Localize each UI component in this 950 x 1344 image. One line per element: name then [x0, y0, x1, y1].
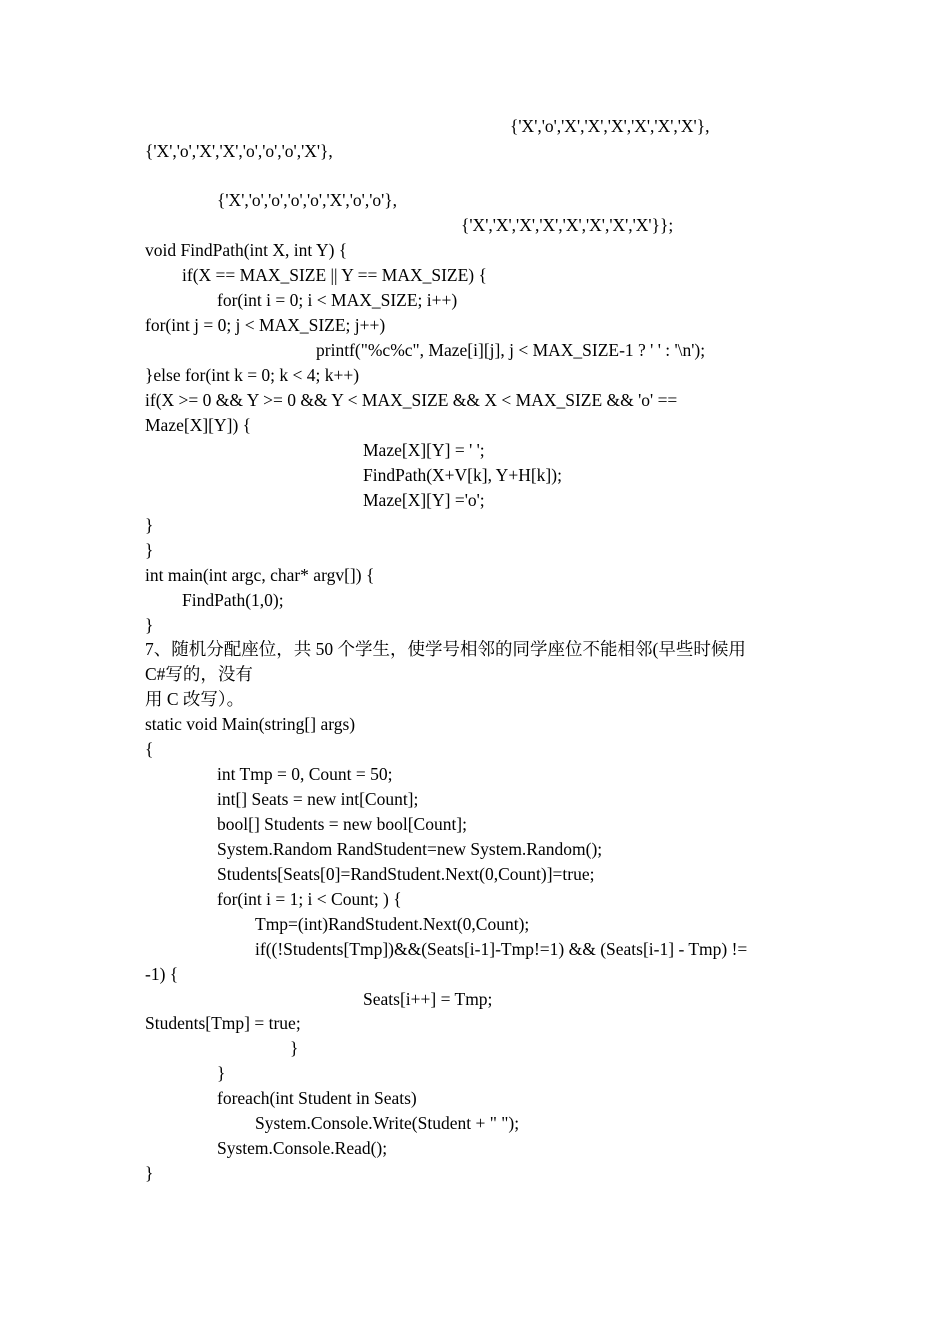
code-line: Students[Seats[0]=RandStudent.Next(0,Count)]=true;: [217, 864, 595, 884]
code-line: if(X == MAX_SIZE || Y == MAX_SIZE) {: [182, 265, 487, 285]
code-line: }: [290, 1038, 299, 1058]
code-line: }: [145, 1163, 154, 1183]
code-line: printf("%c%c", Maze[i][j], j < MAX_SIZE-1 ? ' ' : '\n');: [316, 340, 706, 360]
code-line: Tmp=(int)RandStudent.Next(0,Count);: [255, 914, 530, 934]
code-line: if(X >= 0 && Y >= 0 && Y < MAX_SIZE && X < MAX_SIZE && 'o' ==: [145, 390, 678, 410]
code-line: System.Console.Write(Student + " ");: [255, 1113, 520, 1133]
code-line: for(int i = 1; i < Count; ) {: [217, 889, 402, 909]
code-line: bool[] Students = new bool[Count];: [217, 814, 467, 834]
code-line: }: [145, 515, 154, 535]
section-heading-continued: 用 C 改写）。: [145, 689, 245, 709]
code-line: int Tmp = 0, Count = 50;: [217, 764, 393, 784]
code-line: }: [145, 540, 154, 560]
code-line: foreach(int Student in Seats): [217, 1088, 417, 1108]
code-line: System.Random RandStudent=new System.Random();: [217, 839, 603, 859]
code-line: Maze[X][Y] ='o';: [363, 490, 485, 510]
code-line: void FindPath(int X, int Y) {: [145, 240, 348, 260]
code-line: FindPath(X+V[k], Y+H[k]);: [363, 465, 562, 485]
code-line: }: [145, 615, 154, 635]
code-line: FindPath(1,0);: [182, 590, 284, 610]
code-line: }: [217, 1063, 226, 1083]
code-line: Students[Tmp] = true;: [145, 1013, 301, 1033]
code-line: Maze[X][Y]) {: [145, 415, 252, 435]
section-heading: 7、随机分配座位，共 50 个学生，使学号相邻的同学座位不能相邻(早些时候用: [145, 639, 746, 659]
code-line: }else for(int k = 0; k < 4; k++): [145, 365, 360, 385]
code-line: static void Main(string[] args): [145, 714, 356, 734]
code-line: for(int j = 0; j < MAX_SIZE; j++): [145, 315, 386, 335]
code-line: {'X','o','X','X','o','o','o','X'},: [145, 141, 333, 161]
code-line: {'X','o','X','X','X','X','X','X'},: [510, 116, 710, 136]
code-line: {'X','o','o','o','o','X','o','o'},: [217, 190, 398, 210]
code-line: for(int i = 0; i < MAX_SIZE; i++): [217, 290, 458, 310]
code-line: int[] Seats = new int[Count];: [217, 789, 419, 809]
code-line: Seats[i++] = Tmp;: [363, 989, 493, 1009]
code-line: Maze[X][Y] = ' ';: [363, 440, 485, 460]
code-line: -1) {: [145, 964, 179, 984]
section-heading-continued: C#写的，没有: [145, 664, 253, 684]
code-line: {'X','X','X','X','X','X','X','X'}};: [461, 215, 674, 235]
code-line: int main(int argc, char* argv[]) {: [145, 565, 375, 585]
code-line: if((!Students[Tmp])&&(Seats[i-1]-Tmp!=1) && (Seats[i-1] - Tmp) !=: [255, 939, 748, 959]
code-line: System.Console.Read();: [217, 1138, 388, 1158]
code-line: {: [145, 739, 154, 759]
